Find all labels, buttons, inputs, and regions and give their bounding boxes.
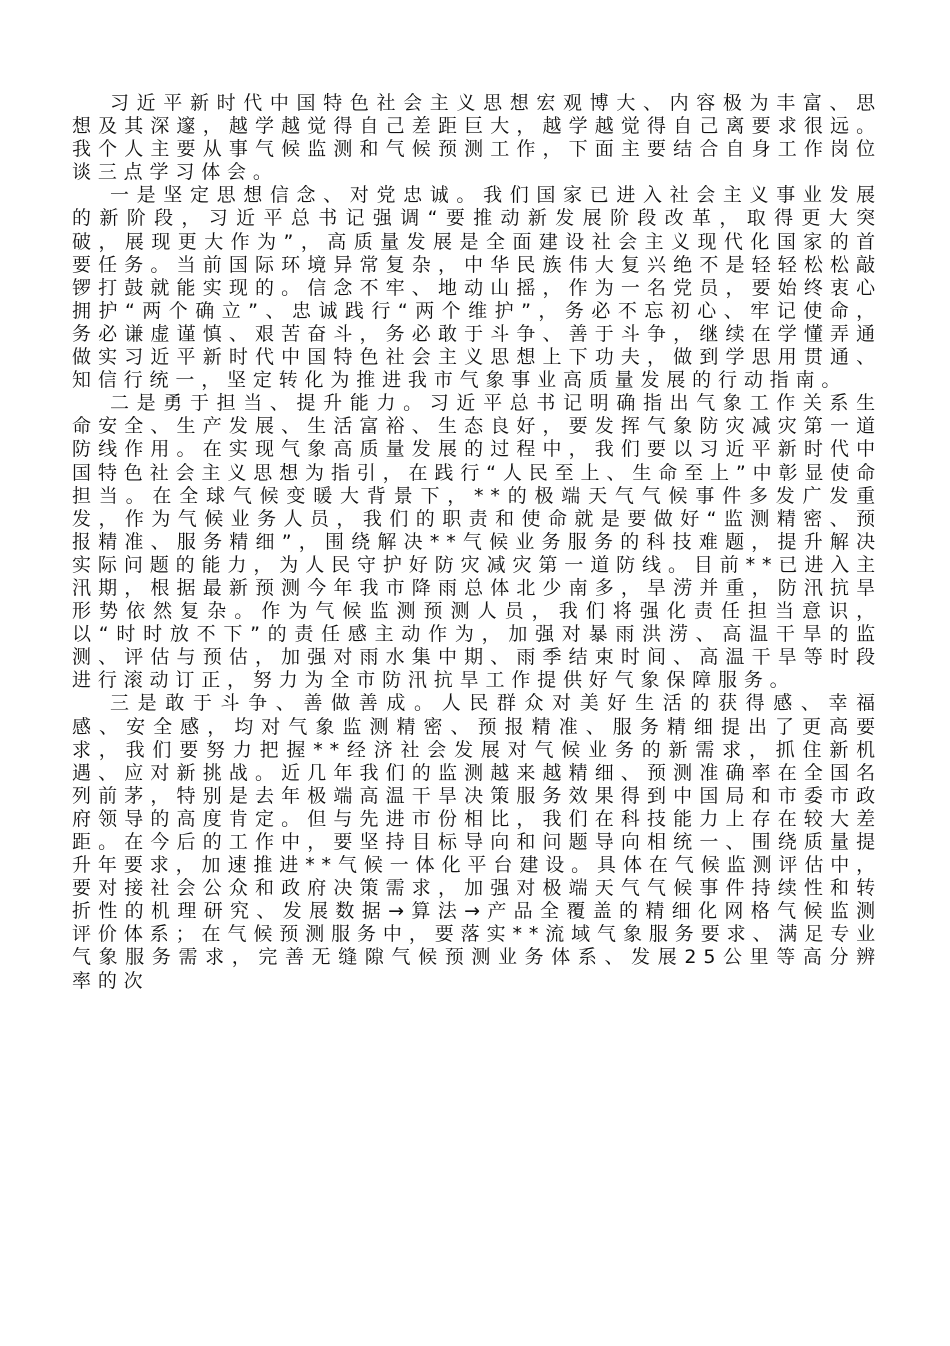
paragraph-point-two: 二是勇于担当、提升能力。习近平总书记明确指出气象工作关系生命安全、生产发展、生活富裕、生态良好，要发挥气象防灾减灾第一道防线作用。在实现气象高质量发展的过程中，我们要以习近平新时代中国特色社会主义思想为指引，在践行“人民至上、生命至上”中彰显使命担当。在全球气候变暖大背景下，**的极端天气气候事件多发广发重发，作为气候业务人员，我们的职责和使命就是要做好“监测精密、预报精准、服务精细”，围绕解决**气候业务服务的科技难题，提升解决实际问题的能力，为人民守护好防灾减灾第一道防线。目前**已进入主汛期，根据最新预测今年我市降雨总体北少南多，旱涝并重，防汛抗旱形势依然复杂。作为气候监测预测人员，我们将强化责任担当意识，以“时时放不下”的责任感主动作为，加强对暴雨洪涝、高温干旱的监测、评估与预估，加强对雨水集中期、雨季结束时间、高温干旱等时段进行滚动订正，努力为全市防汛抗旱工作提供好气象保障服务。 <box>72 392 882 692</box>
paragraph-point-one: 一是坚定思想信念、对党忠诚。我们国家已进入社会主义事业发展的新阶段，习近平总书记强调“要推动新发展阶段改革，取得更大突破，展现更大作为”，高质量发展是全面建设社会主义现代化国家的首要任务。当前国际环境异常复杂，中华民族伟大复兴绝不是轻轻松松敲锣打鼓就能实现的。信念不牢、地动山摇，作为一名党员，要始终衷心拥护“两个确立”、忠诚践行“两个维护”，务必不忘初心、牢记使命，务必谦虚谨慎、艰苦奋斗，务必敢于斗争、善于斗争，继续在学懂弄通做实习近平新时代中国特色社会主义思想上下功夫，做到学思用贯通、知信行统一，坚定转化为推进我市气象事业高质量发展的行动指南。 <box>72 184 882 392</box>
document-body <box>72 92 882 993</box>
paragraph-point-three: 三是敢于斗争、善做善成。人民群众对美好生活的获得感、幸福感、安全感，均对气象监测精密、预报精准、服务精细提出了更高要求，我们要努力把握**经济社会发展对气候业务的新需求，抓住新机遇、应对新挑战。近几年我们的监测越来越精细、预测准确率在全国名列前茅，特别是去年极端高温干旱决策服务效果得到中国局和市委市政府领导的高度肯定。但与先进市份相比，我们在科技能力上存在较大差距。在今后的工作中，要坚持目标导向和问题导向相统一、围绕质量提升年要求，加速推进**气候一体化平台建设。具体在气候监测评估中，要对接社会公众和政府决策需求，加强对极端天气气候事件持续性和转折性的机理研究、发展数据→算法→产品全覆盖的精细化网格气候监测评价体系；在气候预测服务中，要落实**流域气象服务要求、满足专业气象服务需求，完善无缝隙气候预测业务体系、发展25公里等高分辨率的次 <box>72 692 882 992</box>
paragraph-intro: 习近平新时代中国特色社会主义思想宏观博大、内容极为丰富、思想及其深邃，越学越觉得自己差距巨大，越学越觉得自己离要求很远。我个人主要从事气候监测和气候预测工作，下面主要结合自身工作岗位谈三点学习体会。 <box>72 92 882 184</box>
